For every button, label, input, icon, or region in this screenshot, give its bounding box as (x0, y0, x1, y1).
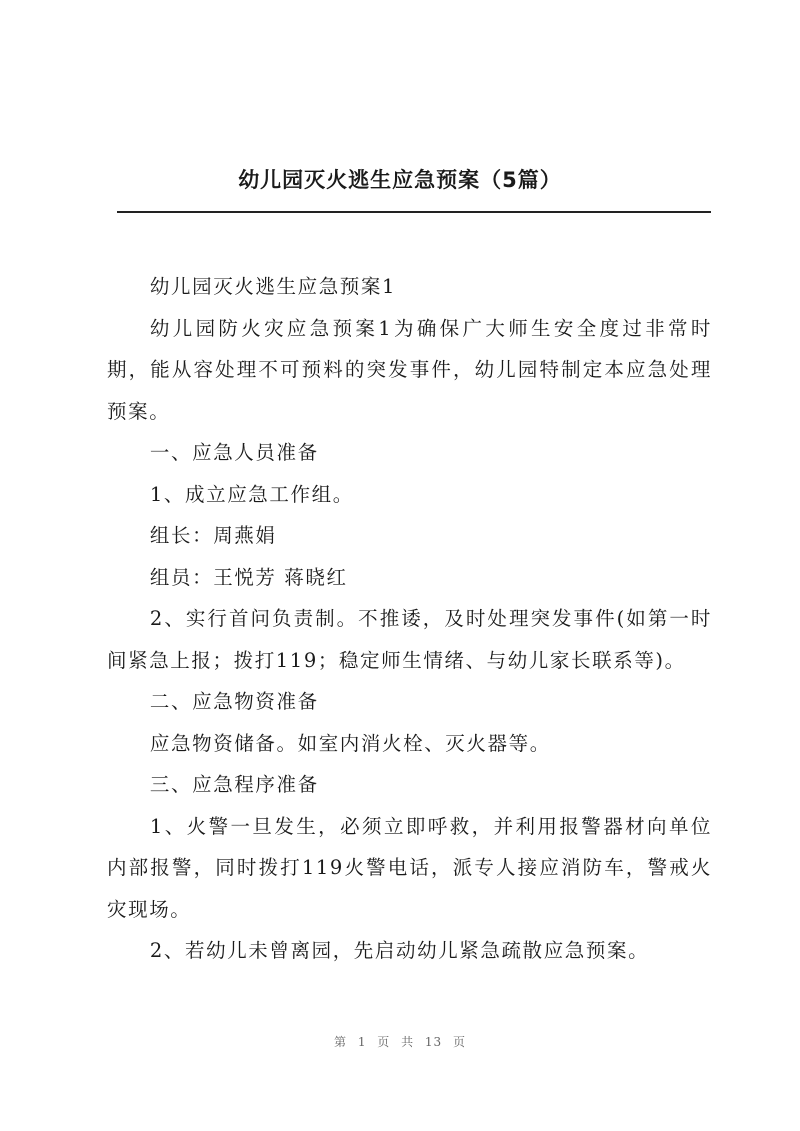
document-body (107, 266, 712, 972)
section-heading: 二、应急物资准备 (149, 690, 319, 713)
section-heading: 三、应急程序准备 (149, 773, 319, 796)
body-paragraph: 2、实行首问负责制。不推诿，及时处理突发事件(如第一时间紧急上报；拨打119；稳定师生情绪、与幼儿家长联系等)。 (107, 607, 712, 672)
body-paragraph: 幼儿园防火灾应急预案1为确保广大师生安全度过非常时期，能从容处理不可预料的突发事件，幼儿园特制定本应急处理预案。 (107, 316, 712, 423)
body-paragraph: 2、若幼儿未曾离园，先启动幼儿紧急疏散应急预案。 (149, 939, 650, 962)
section-heading: 幼儿园灭火逃生应急预案1 (149, 275, 396, 298)
body-paragraph: 组员：王悦芳 蒋晓红 (149, 565, 348, 589)
body-paragraph: 1、成立应急工作组。 (149, 482, 354, 506)
document-title: 幼儿园灭火逃生应急预案（5篇） (238, 168, 562, 192)
section-heading: 一、应急人员准备 (149, 441, 319, 464)
body-paragraph: 1、火警一旦发生，必须立即呼救，并利用报警器材向单位内部报警，同时拨打119火警电话，派专人接应消防车，警戒火灾现场。 (107, 814, 712, 921)
page-number-footer: 第 1 页 共 13 页 (334, 1035, 466, 1049)
title-divider (117, 211, 711, 213)
body-paragraph: 组长：周燕娟 (149, 524, 277, 547)
body-paragraph: 应急物资储备。如室内消火栓、灭火器等。 (149, 731, 551, 755)
